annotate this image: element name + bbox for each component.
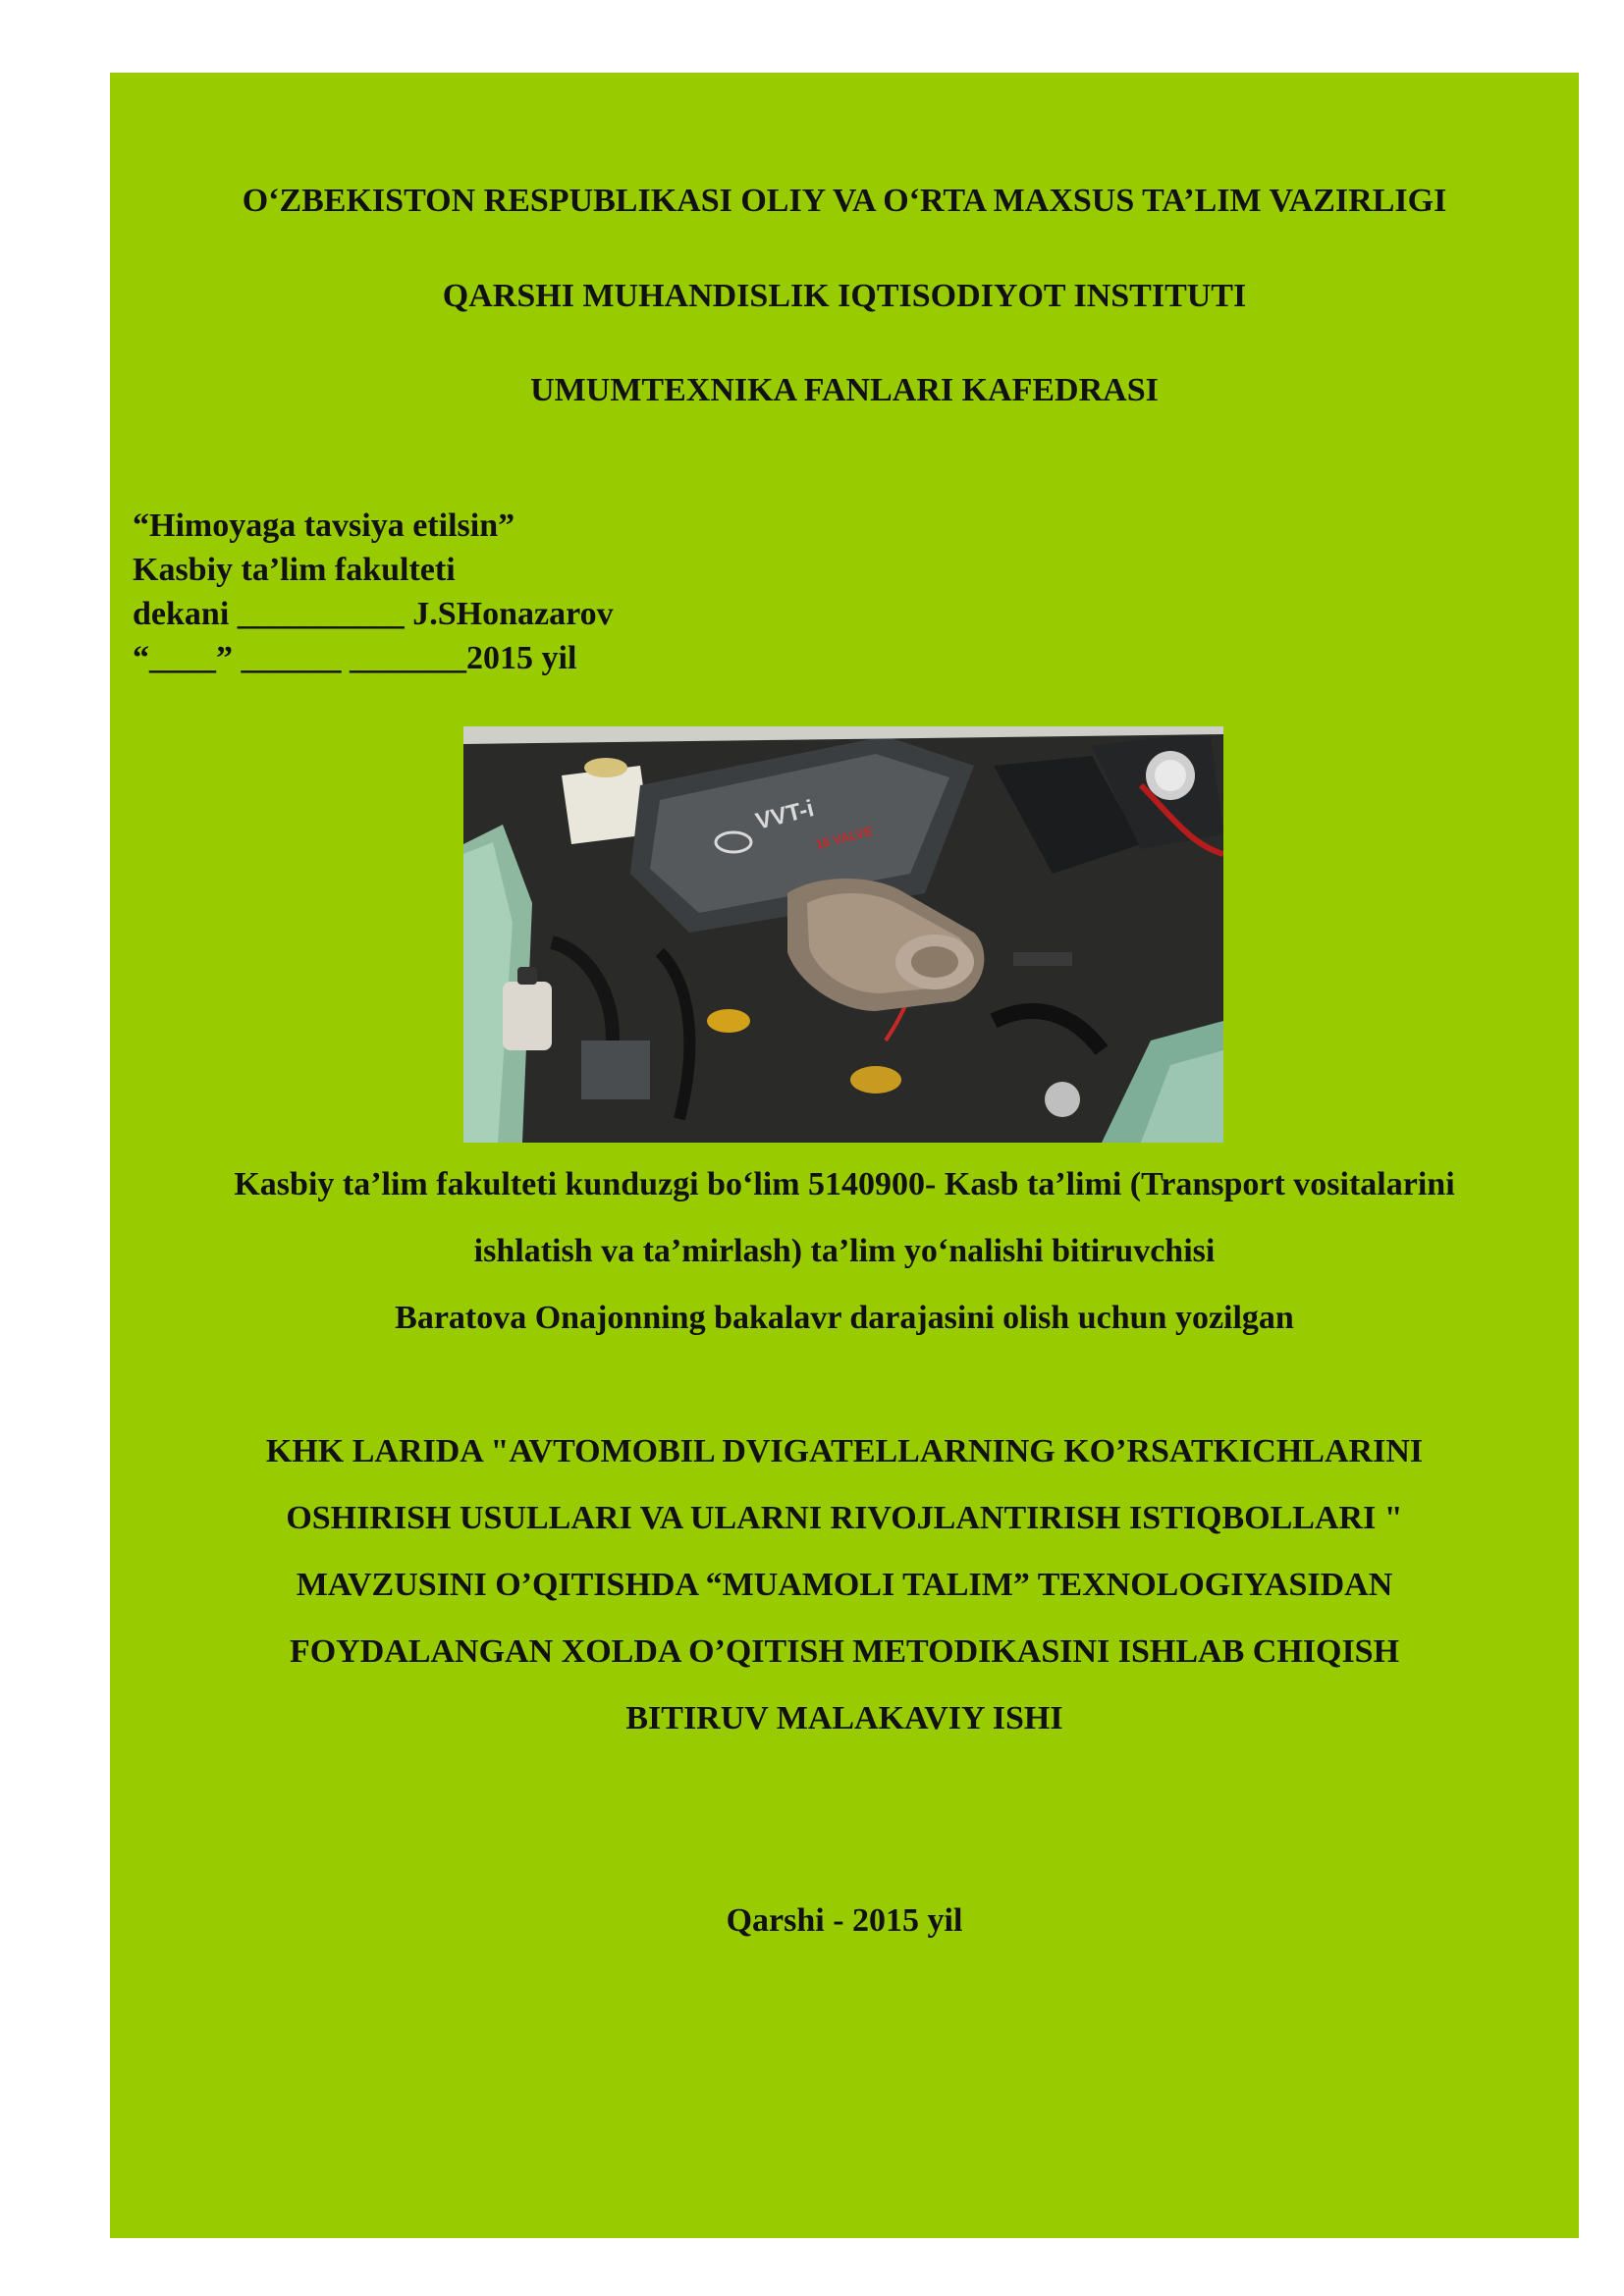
place-and-year: Qarshi - 2015 yil: [726, 1902, 963, 1939]
description-line: Baratova Onajonning bakalavr darajasini olish uchun yozilgan: [395, 1300, 1294, 1336]
engine-photo-illustration: [463, 726, 1223, 1143]
topic-line: OSHIRISH USULLARI VA ULARNI RIVOJLANTIRISH ISTIQBOLLARI ": [286, 1500, 1403, 1536]
topic-line: FOYDALANGAN XOLDA O’QITISH METODIKASINI ISHLAB CHIQISH: [289, 1633, 1400, 1670]
approval-line: “____” ______ _______2015 yil: [133, 640, 577, 676]
institute-heading: QARSHI MUHANDISLIK IQTISODIYOT INSTITUTI: [442, 278, 1247, 314]
department-heading: UMUMTEXNIKA FANLARI KAFEDRASI: [530, 372, 1159, 408]
engine-cover-label: VVT-i: [752, 795, 817, 835]
approval-block: [133, 504, 614, 680]
description-line: Kasbiy ta’lim fakulteti kunduzgi bo‘lim 5140900- Kasb ta’limi (Transport vositalarini: [234, 1166, 1455, 1202]
approval-line: “Himoyaga tavsiya etilsin”: [133, 507, 515, 544]
engine-photo: [463, 726, 1223, 1143]
ministry-heading: O‘ZBEKISTON RESPUBLIKASI OLIY VA O‘RTA MAXSUS TA’LIM VAZIRLIGI: [242, 183, 1447, 219]
description-line: ishlatish va ta’mirlash) ta’lim yo‘nalishi bitiruvchisi: [473, 1233, 1216, 1269]
topic-line: KHK LARIDA "AVTOMOBIL DVIGATELLARNING KO’RSATKICHLARINI: [265, 1433, 1424, 1469]
approval-line: Kasbiy ta’lim fakulteti: [133, 552, 456, 588]
topic-line: BITIRUV MALAKAVIY ISHI: [625, 1700, 1063, 1736]
topic-line: MAVZUSINI O’QITISHDA “MUAMOLI TALIM” TEXNOLOGIYASIDAN: [296, 1567, 1393, 1603]
approval-line: dekani __________ J.SHonazarov: [133, 596, 614, 632]
engine-cover-sublabel: 16 VALVE: [814, 823, 875, 852]
